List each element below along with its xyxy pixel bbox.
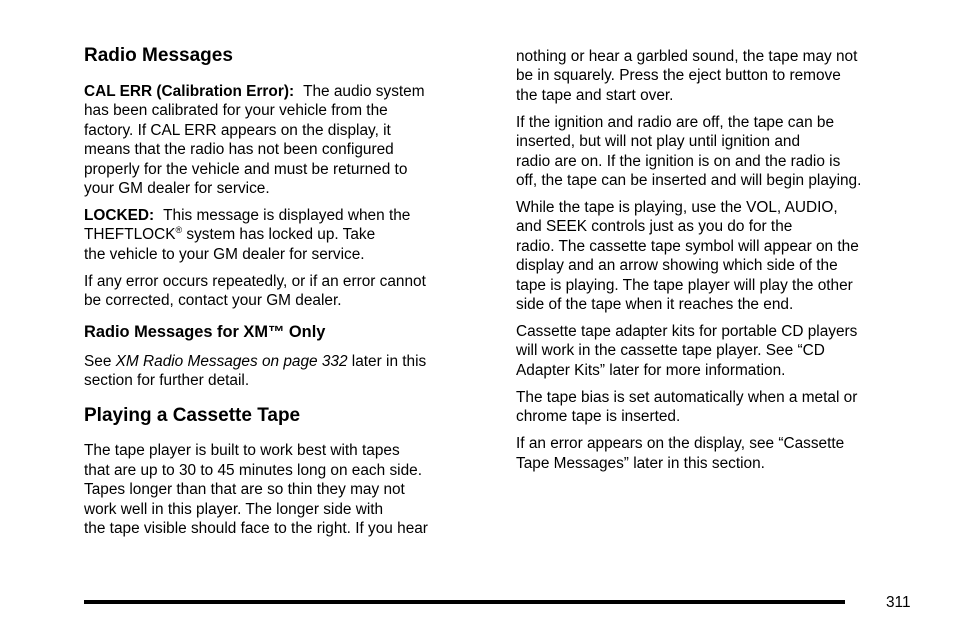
locked-paragraph: LOCKED: This message is displayed when the THEFTLOCK® system has locked up. Take the vehicle to your GM dealer for service. bbox=[84, 207, 411, 263]
right-paragraph-1: nothing or hear a garbled sound, the tape may not be in squarely. Press the eject button to remove the tape and start over. bbox=[516, 48, 858, 104]
radio-messages-heading: Radio Messages bbox=[84, 45, 233, 66]
cassette-paragraph: The tape player is built to work best with tapes that are up to 30 to 45 minutes long on each side. Tapes longer than that are so thin they may not work well in this player. The longer side with the tape visible should face to the right. If you hear bbox=[84, 442, 428, 538]
xm-paragraph: See XM Radio Messages on page 332 later in this section for further detail. bbox=[84, 352, 427, 390]
registered-mark: ® bbox=[175, 225, 183, 236]
right-paragraph-6: If an error appears on the display, see “Cassette Tape Messages” later in this section. bbox=[516, 435, 845, 472]
right-paragraph-5: The tape bias is set automatically when a metal or chrome tape is inserted. bbox=[516, 388, 858, 426]
left-column bbox=[84, 44, 488, 546]
right-column bbox=[516, 47, 920, 481]
locked-term: LOCKED: bbox=[84, 207, 155, 225]
cal-err-paragraph: CAL ERR (Calibration Error): The audio system has been calibrated for your vehicle from the factory. If CAL ERR appears on the display, it means that the radio has not been configured properly for the vehicle and must be returned to your GM dealer for service. bbox=[84, 83, 425, 198]
cal-err-term: CAL ERR (Calibration Error): bbox=[84, 83, 295, 100]
footer-rule bbox=[84, 600, 845, 604]
right-paragraph-3: While the tape is playing, use the VOL, AUDIO, and SEEK controls just as you do for the radio. The cassette tape symbol will appear on the display and an arrow showing which side of the tape is playing. The tape player will play the other side of the tape when it reaches the end. bbox=[516, 199, 859, 314]
page-number: 311 bbox=[886, 594, 911, 611]
right-paragraph-4: Cassette tape adapter kits for portable CD players will work in the cassette tape player. See “CD Adapter Kits” later for more information. bbox=[516, 323, 858, 379]
xm-heading: Radio Messages for XM™ Only bbox=[84, 322, 326, 341]
right-paragraph-2: If the ignition and radio are off, the tape can be inserted, but will not play until ignition and radio are on. If the ignition is on and the radio is off, the tape can be inserted and will begin playing. bbox=[516, 113, 862, 190]
xm-page-reference: XM Radio Messages on page 332 bbox=[115, 352, 348, 370]
error-paragraph: If any error occurs repeatedly, or if an error cannot be corrected, contact your GM dealer. bbox=[84, 272, 426, 310]
cassette-heading: Playing a Cassette Tape bbox=[84, 405, 301, 427]
